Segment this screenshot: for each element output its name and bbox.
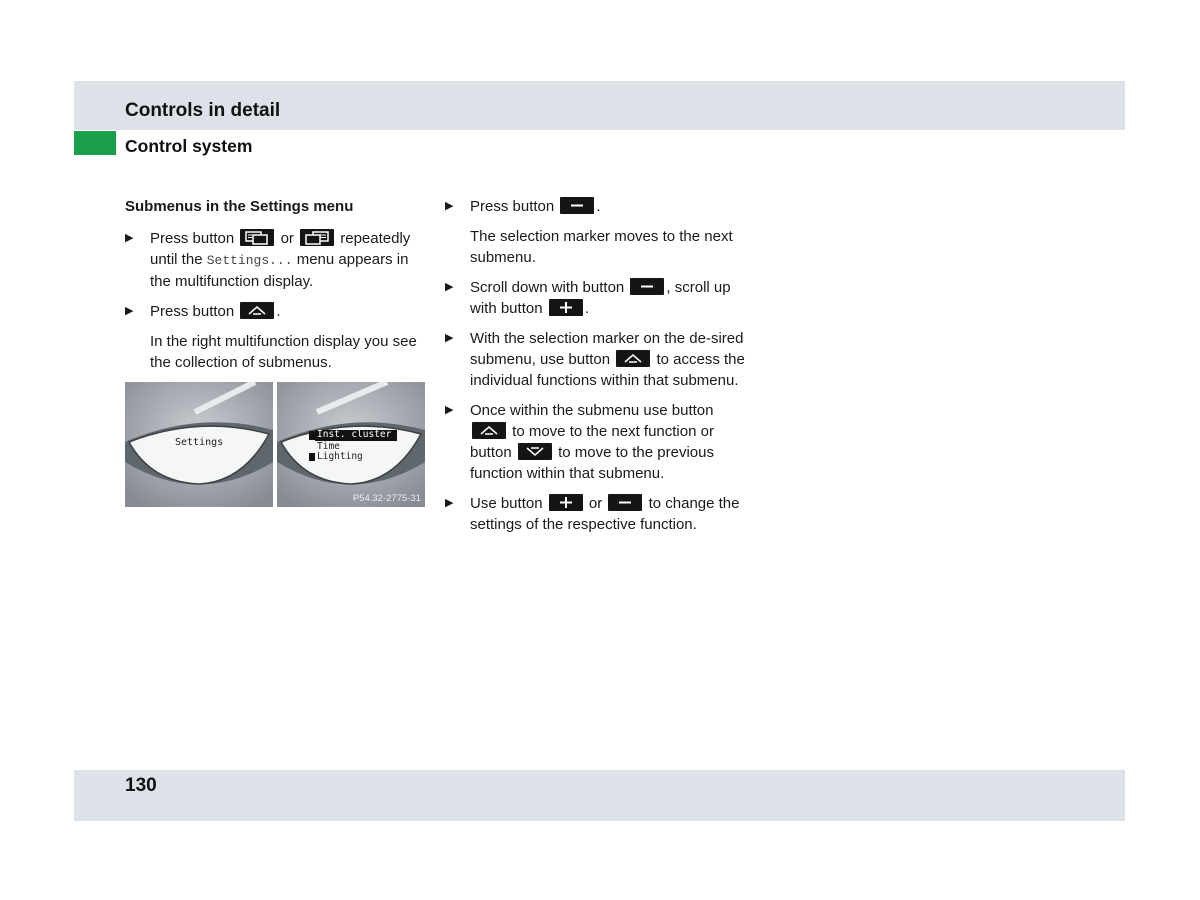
instruction-step: ▶ Once within the submenu use button to move to the next function or button to move to the previous function within that submenu.: [445, 402, 714, 482]
display-left-icon: [240, 229, 274, 246]
chapter-title: Controls in detail: [125, 100, 281, 121]
minus-icon: [608, 494, 642, 511]
section-title: Control system: [125, 136, 253, 156]
minus-icon: [630, 278, 664, 295]
instruction-step: ▶ Scroll down with button , scroll up with button .: [445, 279, 731, 317]
bullet-icon: ▶: [125, 305, 134, 317]
arrow-down-icon: [518, 443, 552, 460]
submenu-item-time: Time: [317, 441, 340, 452]
instruction-note: The selection marker moves to the next submenu.: [470, 228, 733, 266]
bullet-icon: ▶: [445, 281, 454, 293]
instruction-step: ▶ Press button .: [445, 198, 601, 215]
subheading: Submenus in the Settings menu: [125, 198, 354, 215]
display-right-icon: [300, 229, 334, 246]
arrow-up-icon: [240, 302, 274, 319]
plus-icon: [549, 494, 583, 511]
bullet-icon: ▶: [445, 404, 454, 416]
settings-menu-label: Settings...: [206, 253, 293, 268]
section-marker: [74, 131, 116, 155]
bullet-icon: ▶: [445, 497, 454, 509]
instruction-step: ▶ Use button or to change the settings of the respective function.: [445, 495, 740, 533]
instruction-step: ▶ Press button .: [125, 303, 281, 320]
page-number: 130: [125, 775, 157, 796]
submenu-item-lighting: Lighting: [317, 451, 363, 462]
bullet-icon: ▶: [125, 232, 134, 244]
footer-band: [74, 770, 1125, 821]
instruction-step: ▶ Press button or repeatedly until the Settings... menu appears in the multifunction display.: [125, 230, 411, 290]
display-photo-submenus: [277, 382, 425, 507]
display-photo-settings: [125, 382, 273, 507]
minus-icon: [560, 197, 594, 214]
multifunction-display-photos: [125, 382, 425, 507]
bullet-icon: ▶: [445, 200, 454, 212]
left-column: [125, 196, 425, 507]
display-settings-text: Settings: [175, 437, 224, 448]
right-column: [445, 196, 750, 544]
instruction-note: In the right multifunction display you see the collection of submenus.: [150, 333, 417, 371]
submenu-item-inst-cluster: Inst. cluster: [317, 429, 392, 440]
plus-icon: [549, 299, 583, 316]
arrow-up-icon: [616, 350, 650, 367]
instruction-step: ▶ With the selection marker on the de-sired submenu, use button to access the individual functions within that submenu.: [445, 330, 745, 389]
bullet-icon: ▶: [445, 332, 454, 344]
arrow-up-icon: [472, 422, 506, 439]
figure-code: P54.32-2775-31: [352, 493, 421, 504]
